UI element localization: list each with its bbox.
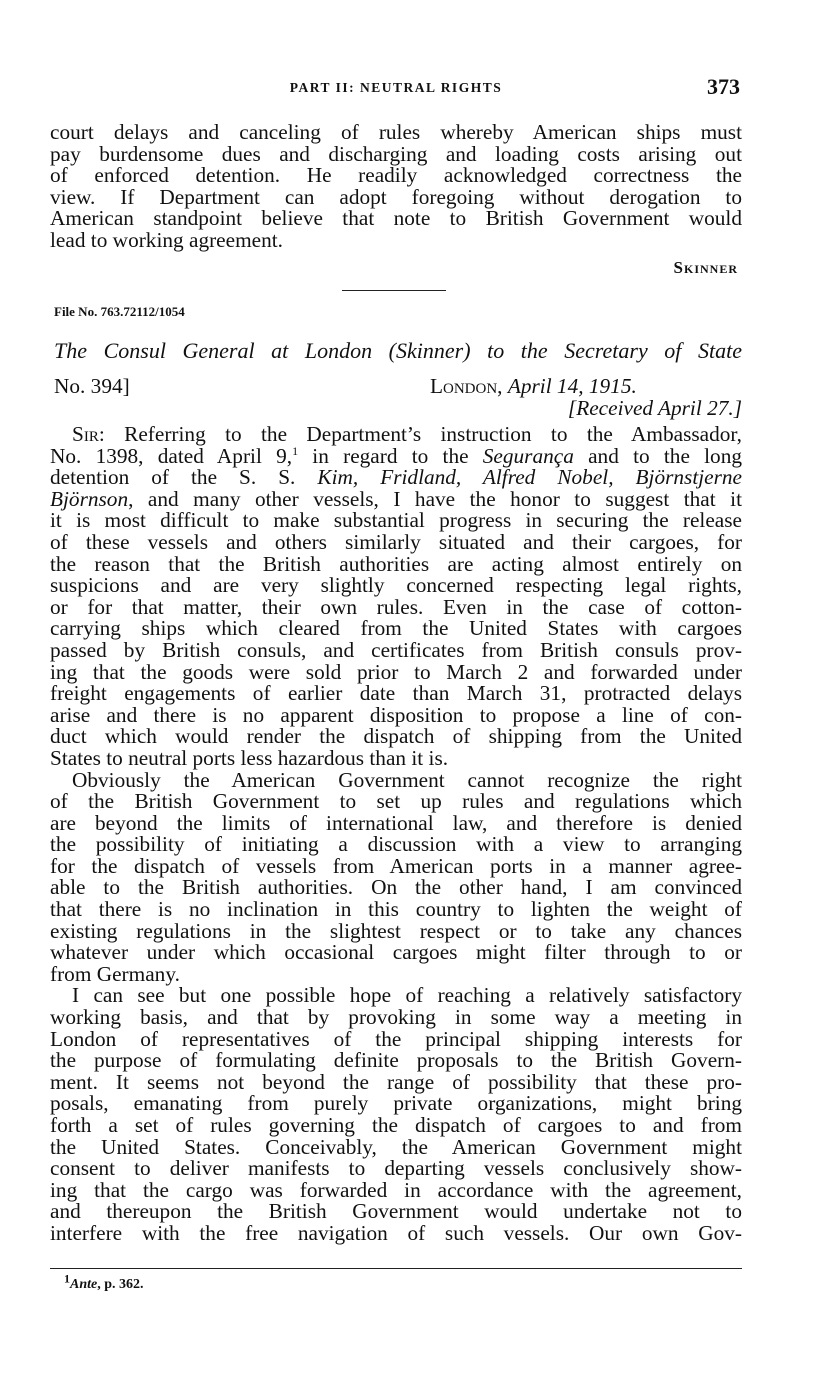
text-line: for the dispatch of vessels from American ports in a manner agree- — [50, 853, 742, 878]
continuation-paragraph — [50, 122, 742, 252]
text-line: ing that the cargo was forwarded in accordance with the agreement, — [50, 1177, 742, 1202]
text-line: American standpoint believe that note to British Government would — [50, 206, 742, 231]
text-span: Referring to the Department’s instruction to the Ambassador, — [124, 422, 742, 446]
signature: Skinner — [673, 258, 738, 277]
text-line: forth a set of rules governing the dispatch of cargoes to and from — [50, 1113, 742, 1137]
text-span: , and many other vessels, I have the honor to suggest that it — [128, 486, 742, 511]
text-line: arise and there is no apparent disposition to propose a line of con- — [50, 702, 742, 727]
text-line — [50, 467, 742, 489]
footnote-marker: 1 — [64, 1271, 70, 1286]
text-line: or for that matter, their own rules. Even in the case of cotton- — [50, 594, 742, 619]
running-title: PART II: NEUTRAL RIGHTS — [289, 80, 503, 95]
text-line: suspicions and are very slightly concerned respecting legal rights, — [50, 573, 742, 598]
text-line: I can see but one possible hope of reaching a relatively satisfactory — [72, 983, 742, 1008]
salutation: Sir: — [72, 422, 105, 446]
file-number: File No. 763.72112/1054 — [54, 304, 185, 319]
letter-body — [50, 424, 742, 1245]
text-line: of the British Government to set up rules and regulations which — [50, 789, 742, 814]
text-line: and thereupon the British Government would undertake not to — [50, 1199, 742, 1224]
text-line: States to neutral ports less hazardous than it is. — [50, 745, 449, 770]
text-line: lead to working agreement. — [50, 227, 283, 252]
section-divider — [342, 290, 446, 291]
text-line: consent to deliver manifests to departing vessels conclusively show- — [50, 1156, 742, 1181]
text-line: interfere with the free navigation of such vessels. Our own Gov- — [50, 1220, 742, 1245]
text-line: ing that the goods were sold prior to March 2 and forwarded under — [50, 659, 742, 684]
text-line: duct which would render the dispatch of shipping from the United — [50, 724, 742, 749]
text-span: No. 1398, dated April 9, — [50, 443, 293, 468]
date: April 14, 1915. — [507, 374, 637, 398]
text-span: detention of the S. S. — [50, 465, 318, 490]
text-line: freight engagements of earlier date than March 31, protracted delays — [50, 681, 742, 706]
ship-name: Segurança — [482, 443, 574, 468]
text-line: London of representatives of the principal shipping interests for — [50, 1026, 742, 1051]
document-page — [50, 0, 742, 1380]
text-line: whatever under which occasional cargoes might filter through to or — [50, 940, 742, 965]
text-line: working basis, and that by provoking in some way a meeting in — [50, 1005, 742, 1030]
text-line: the possibility of initiating a discussion with a view to arranging — [50, 832, 742, 857]
text-line: able to the British authorities. On the other hand, I am convinced — [50, 875, 742, 900]
place: London, — [430, 374, 503, 398]
text-line — [50, 424, 742, 446]
text-line: that there is no inclination in this country to lighten the weight of — [50, 897, 742, 922]
text-line: pay burdensome dues and discharging and loading costs arising out — [50, 141, 742, 166]
text-line: existing regulations in the slightest respect or to take any chances — [50, 918, 742, 943]
received-date: [Received April 27.] — [567, 396, 742, 420]
text-line — [50, 443, 742, 468]
text-line: posals, emanating from purely private organizations, might bring — [50, 1091, 742, 1116]
text-line: passed by British consuls, and certificates from British consuls prov- — [50, 637, 742, 662]
text-span: and to the long — [573, 443, 742, 468]
text-line: Obviously the American Government cannot recognize the right — [72, 767, 742, 792]
text-line: the United States. Conceivably, the American Government might — [50, 1134, 742, 1159]
footnote-reference[interactable]: 1 — [292, 443, 299, 458]
text-line — [50, 486, 742, 511]
running-header — [50, 74, 742, 108]
text-line: it is most difficult to make substantial progress in securing the release — [50, 508, 742, 533]
text-line: ment. It seems not beyond the range of possibility that these pro- — [50, 1069, 742, 1094]
text-line: carrying ships which cleared from the United States with cargoes — [50, 616, 742, 641]
ship-name: Björnson — [50, 486, 129, 511]
document-title: The Consul General at London (Skinner) to the Secretary of State — [54, 338, 742, 363]
text-line: from Germany. — [50, 961, 180, 986]
text-line: view. If Department can adopt foregoing without derogation to — [50, 184, 742, 209]
text-line: of these vessels and others similarly situated and their cargoes, for — [50, 529, 742, 554]
text-line: the reason that the British authorities are acting almost entirely on — [50, 551, 742, 576]
footnote-text: , p. 362. — [97, 1277, 144, 1292]
page-number: 373 — [707, 74, 740, 99]
text-line: are beyond the limits of international law, and therefore is denied — [50, 810, 742, 835]
text-line: of enforced detention. He readily acknowledged correctness the — [50, 163, 742, 188]
ship-names: Kim, Fridland, Alfred Nobel, Björnstjerne — [317, 465, 742, 490]
text-line: the purpose of formulating definite proposals to the British Govern- — [50, 1048, 742, 1073]
text-line: court delays and canceling of rules whereby American ships must — [50, 120, 742, 144]
document-number: No. 394] — [54, 374, 130, 398]
footnote-label: Ante — [70, 1277, 98, 1292]
footnote-divider — [50, 1268, 742, 1269]
footnote — [64, 1271, 144, 1293]
text-span: in regard to the — [298, 443, 483, 468]
